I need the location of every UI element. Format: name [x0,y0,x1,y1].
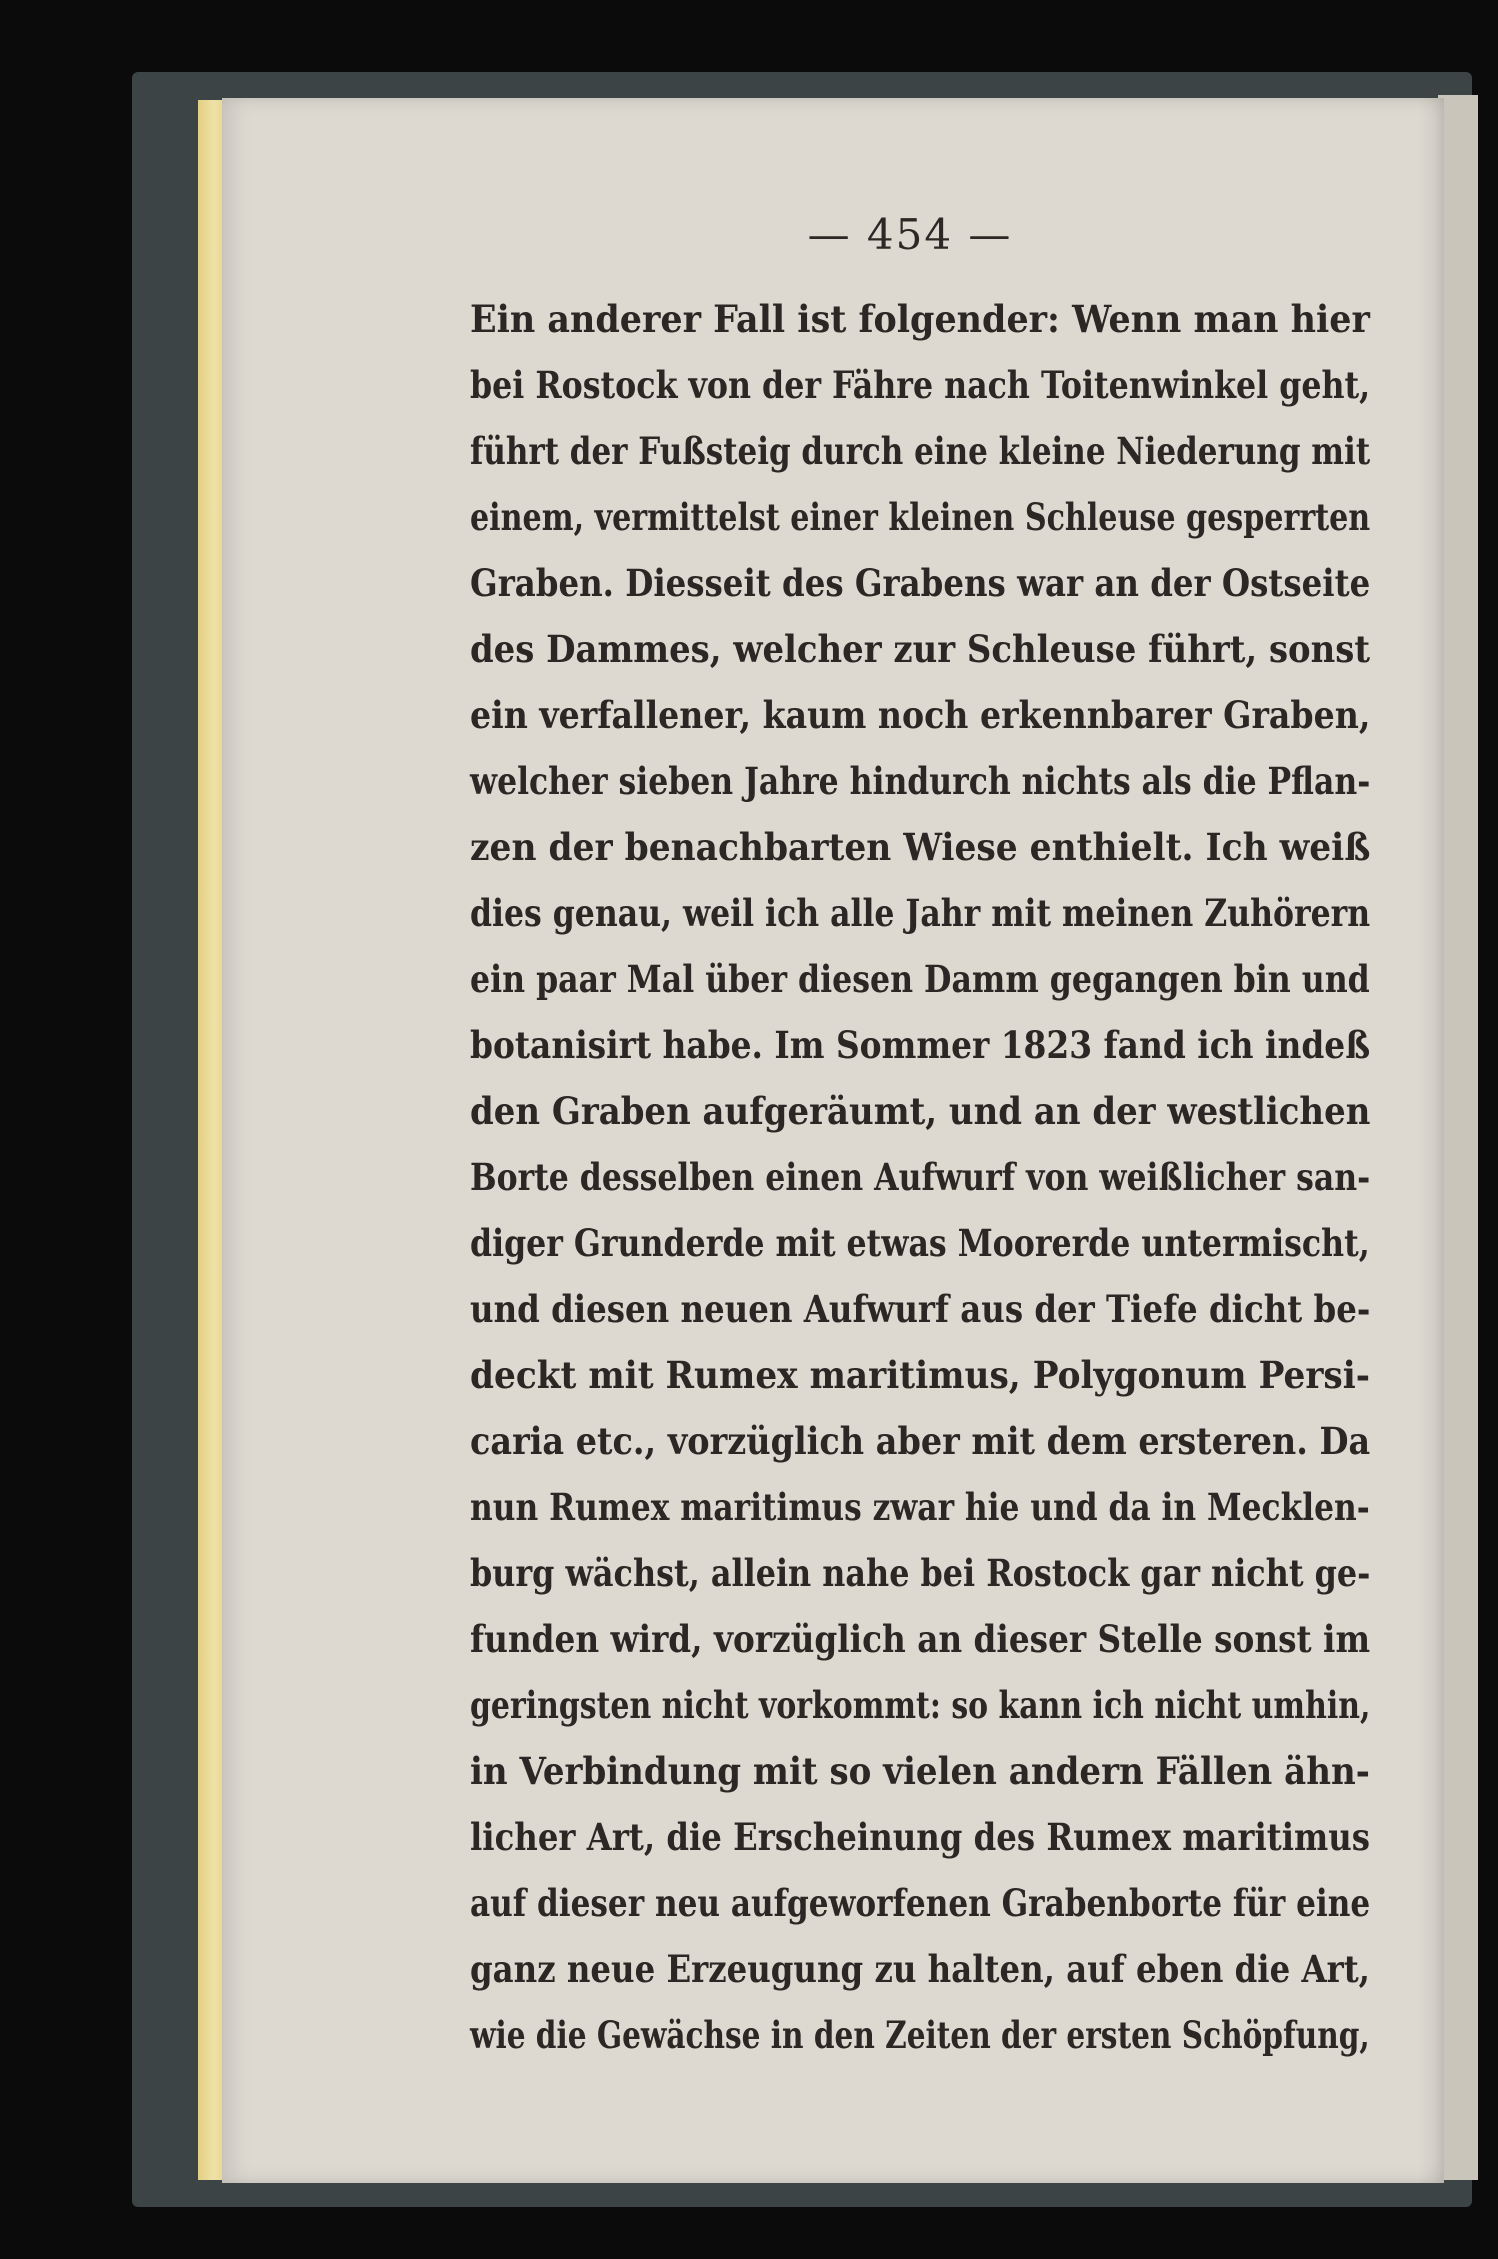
text-line: und diesen neuen Aufwurf aus der Tiefe dicht be- [470,1287,1371,1331]
text-line: dies genau, weil ich alle Jahr mit meinen Zuhörern [470,891,1371,935]
text-line: licher Art, die Erscheinung des Rumex maritimus [470,1815,1370,1859]
text-line: welcher sieben Jahre hindurch nichts als die Pflan- [470,759,1371,803]
text-line: funden wird, vorzüglich an dieser Stelle sonst im [470,1617,1371,1661]
page-gutter-shadow [1418,98,1444,2183]
text-line: burg wächst, allein nahe bei Rostock gar nicht ge- [470,1551,1371,1595]
text-line: nun Rumex maritimus zwar hie und da in Mecklen- [470,1485,1370,1529]
text-line: Graben. Diesseit des Grabens war an der Ostseite [470,561,1371,605]
text-line: ein verfallener, kaum noch erkennbarer Graben, [470,693,1371,737]
text-line: ganz neue Erzeugung zu halten, auf eben die Art, [470,1947,1370,1991]
text-line: Ein anderer Fall ist folgender: Wenn man hier [470,297,1370,341]
text-line: ein paar Mal über diesen Damm gegangen bin und [470,957,1370,1001]
text-line: des Dammes, welcher zur Schleuse führt, sonst [470,627,1370,671]
text-line: geringsten nicht vorkommt: so kann ich nicht umhin, [470,1683,1371,1727]
text-line: Borte desselben einen Aufwurf von weißlicher san- [470,1155,1371,1199]
text-line: einem, vermittelst einer kleinen Schleuse gesperrten [470,495,1371,539]
text-line: wie die Gewächse in den Zeiten der ersten Schöpfung, [470,2013,1370,2057]
text-line: bei Rostock von der Fähre nach Toitenwinkel geht, [470,363,1371,407]
text-line: diger Grunderde mit etwas Moorerde untermischt, [470,1221,1370,1265]
text-line: botanisirt habe. Im Sommer 1823 fand ich indeß [470,1023,1371,1067]
text-line: auf dieser neu aufgeworfenen Grabenborte für eine [470,1881,1371,1925]
text-line: caria etc., vorzüglich aber mit dem ersteren. Da [470,1419,1371,1463]
text-line: den Graben aufgeräumt, und an der westlichen [470,1089,1371,1133]
text-line: in Verbindung mit so vielen andern Fällen ähn- [470,1749,1370,1793]
text-line: zen der benachbarten Wiese enthielt. Ich weiß [470,825,1371,869]
facing-page-edge [1438,95,1478,2180]
text-line: führt der Fußsteig durch eine kleine Niederung mit [470,429,1371,473]
page-header: — 454 — [807,210,1013,259]
text-line: deckt mit Rumex maritimus, Polygonum Persi- [470,1353,1371,1397]
